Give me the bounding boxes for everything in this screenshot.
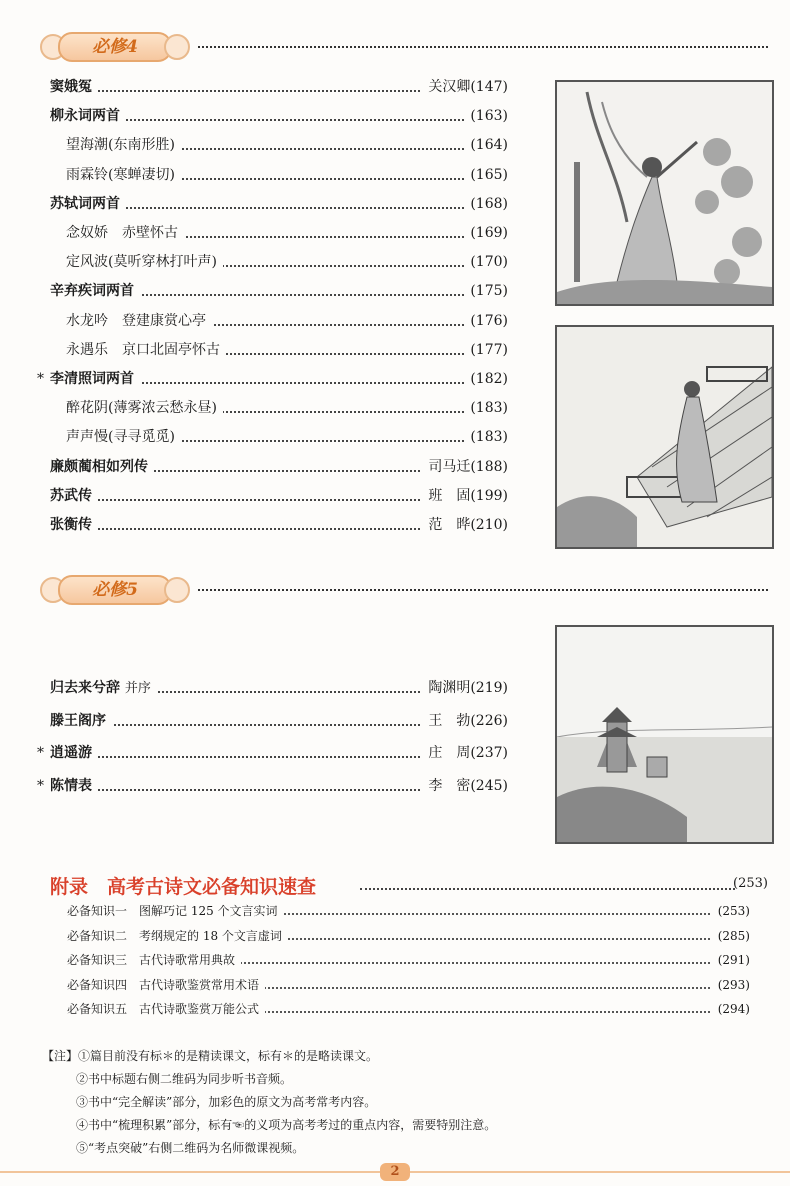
appendix-item[interactable] <box>67 949 750 971</box>
page-ref: (183) <box>470 429 508 446</box>
banner-rule <box>198 589 768 591</box>
toc-entry-meta <box>464 338 508 362</box>
author-name: 范 晔 <box>428 517 471 533</box>
page-ref: (245) <box>470 777 508 794</box>
page-ref: (169) <box>470 225 508 241</box>
page-ref: (183) <box>470 400 508 417</box>
toc-entry-meta <box>422 709 508 733</box>
toc-entry-meta <box>464 367 508 391</box>
toc-entry-meta <box>422 774 508 798</box>
title-text: 逍遥游 <box>50 745 92 761</box>
illustration-woman-kneeling <box>555 80 774 306</box>
toc-entry-title <box>50 774 98 798</box>
page-ref: (168) <box>470 195 508 212</box>
page-ref: (164) <box>470 137 508 154</box>
author-name: 庄 周 <box>428 745 471 761</box>
toc-entry[interactable] <box>66 425 508 449</box>
page-ref: (219) <box>470 680 508 696</box>
banner-rule <box>198 46 768 48</box>
page-ref: (294) <box>712 998 750 1020</box>
illustration-man-on-terrace <box>555 325 774 549</box>
toc-entry[interactable] <box>50 367 508 391</box>
page-ref: (147) <box>470 79 508 95</box>
note-line: 【注】①篇目前没有标＊的是精读课文，标有＊的是略读课文。 <box>42 1049 379 1063</box>
page-ref: (175) <box>470 283 508 300</box>
toc-entry-meta <box>464 425 508 449</box>
note-line: ④书中“梳理积累”部分，标有☜的义项为高考考过的重点内容，需要特别注意。 <box>76 1118 497 1132</box>
toc-entry-title <box>66 396 223 420</box>
toc-entry-title <box>50 513 98 537</box>
note-line: ②书中标题右侧二维码为同步听书音频。 <box>76 1072 293 1086</box>
toc-entry-meta <box>422 676 508 700</box>
appendix-item-label: 必备知识一 图解巧记 125 个文言实词 <box>67 900 284 922</box>
toc-entry-meta <box>464 396 508 420</box>
appendix-item[interactable] <box>67 925 750 947</box>
page-ref: (165) <box>470 166 508 183</box>
title-text: 念奴娇 赤壁怀古 <box>66 225 178 241</box>
toc-entry[interactable] <box>50 279 508 303</box>
author-name: 王 勃 <box>428 712 471 729</box>
page-ref: (170) <box>470 254 508 271</box>
toc-entry-title <box>50 709 112 733</box>
toc-entry-title <box>50 75 98 99</box>
section-banner-5 <box>40 575 190 603</box>
note-line: ⑤“考点突破”右侧二维码为名师微课视频。 <box>76 1141 305 1155</box>
page-ref: (163) <box>470 108 508 125</box>
title-text: 声声慢(寻寻觅觅) <box>66 429 175 446</box>
appendix-item-label: 必备知识三 古代诗歌常用典故 <box>67 949 241 971</box>
page-ref: (177) <box>470 341 508 358</box>
appendix-item-label: 必备知识五 古代诗歌鉴赏万能公式 <box>67 998 265 1020</box>
appendix-item[interactable] <box>67 998 750 1020</box>
toc-entry[interactable] <box>50 774 508 798</box>
appendix-item-label: 必备知识二 考纲规定的 18 个文言虚词 <box>67 925 288 947</box>
author-name: 班 固 <box>428 487 471 504</box>
toc-entry-meta <box>422 741 508 765</box>
title-text: 柳永词两首 <box>50 108 120 125</box>
page-ref: (210) <box>470 517 508 533</box>
toc-entry-meta <box>464 163 508 187</box>
page-ref: (188) <box>470 458 508 475</box>
toc-entry-meta <box>464 221 508 245</box>
title-text: 雨霖铃(寒蝉凄切) <box>66 166 175 183</box>
ornament-icon <box>164 577 190 603</box>
title-text: 定风波(莫听穿林打叶声) <box>66 254 217 271</box>
toc-entry-title <box>50 484 98 508</box>
title-text: 苏轼词两首 <box>50 195 120 212</box>
author-name: 陶渊明 <box>428 680 471 696</box>
page-number: 2 <box>380 1163 410 1181</box>
section-banner-4 <box>40 32 190 60</box>
author-name: 司马迁 <box>428 458 471 475</box>
title-text: 望海潮(东南形胜) <box>66 137 175 154</box>
title-text: 张衡传 <box>50 517 92 533</box>
toc-entry[interactable] <box>50 192 508 216</box>
title-text: 永遇乐 京口北固亭怀古 <box>66 341 220 358</box>
skim-reading-star: * <box>37 745 44 761</box>
toc-entry-title <box>66 163 181 187</box>
toc-entry-title <box>66 221 184 245</box>
toc-entry-title <box>50 367 140 391</box>
author-name: 李 密 <box>428 777 471 794</box>
ornament-icon <box>164 34 190 60</box>
toc-entry-title <box>50 104 126 128</box>
title-text: 醉花阴(薄雾浓云愁永昼) <box>66 400 217 417</box>
toc-entry-title <box>50 455 154 479</box>
toc-entry-meta <box>464 279 508 303</box>
page-ref: (176) <box>470 312 508 329</box>
toc-entry[interactable] <box>66 133 508 157</box>
toc-entry-title <box>66 133 181 157</box>
title-text: 滕王阁序 <box>50 712 106 729</box>
page-ref: (293) <box>712 974 750 996</box>
toc-entry-meta <box>422 455 508 479</box>
section-banner-label: 必修4 <box>58 32 172 62</box>
title-text: 陈情表 <box>50 777 92 794</box>
section-banner-label: 必修5 <box>58 575 172 605</box>
skim-reading-star: * <box>37 371 44 387</box>
title-text: 水龙吟 登建康赏心亭 <box>66 312 206 329</box>
title-text: 窦娥冤 <box>50 79 92 95</box>
toc-entry[interactable] <box>66 250 508 274</box>
toc-entry[interactable] <box>50 104 508 128</box>
toc-entry[interactable] <box>50 741 508 765</box>
toc-entry-title <box>50 279 140 303</box>
page-ref: (291) <box>712 949 750 971</box>
toc-entry-meta <box>464 309 508 333</box>
toc-entry-title <box>50 741 98 765</box>
toc-entry[interactable] <box>50 455 508 479</box>
toc-entry-title <box>50 192 126 216</box>
toc-entry[interactable] <box>50 676 508 700</box>
toc-entry-title <box>66 425 181 449</box>
toc-entry[interactable] <box>50 709 508 733</box>
illustration-pavilion-by-river <box>555 625 774 844</box>
appendix-title: 附录 高考古诗文必备知识速查 <box>50 872 322 899</box>
page-ref: (237) <box>470 745 508 761</box>
title-text: 归去来兮辞 <box>50 680 120 696</box>
skim-reading-star: * <box>37 777 44 794</box>
toc-entry-meta <box>464 250 508 274</box>
toc-entry-title <box>66 250 223 274</box>
toc-entry[interactable] <box>66 309 508 333</box>
note-line: ③书中“完全解读”部分，加彩色的原文为高考常考内容。 <box>76 1095 377 1109</box>
toc-entry[interactable] <box>50 75 508 99</box>
appendix-item[interactable] <box>67 900 750 922</box>
toc-entry-meta <box>464 192 508 216</box>
page-ref: (285) <box>712 925 750 947</box>
title-text: 苏武传 <box>50 487 92 504</box>
toc-entry[interactable] <box>50 513 508 537</box>
page-ref: (253) <box>712 900 750 922</box>
title-suffix: 并序 <box>124 681 151 696</box>
toc-entry-title <box>50 676 157 701</box>
page-ref: (226) <box>470 712 508 729</box>
title-text: 辛弃疾词两首 <box>50 283 134 300</box>
title-text: 廉颇蔺相如列传 <box>50 458 148 475</box>
toc-entry-meta <box>464 133 508 157</box>
appendix-page: (253) <box>733 876 768 891</box>
toc-entry[interactable] <box>50 484 508 508</box>
appendix-dots <box>360 888 735 890</box>
toc-entry-meta <box>422 513 508 537</box>
toc-entry-meta <box>422 484 508 508</box>
toc-entry-meta <box>464 104 508 128</box>
page-ref: (182) <box>470 371 508 387</box>
toc-entry[interactable] <box>66 163 508 187</box>
appendix-item-label: 必备知识四 古代诗歌鉴赏常用术语 <box>67 974 265 996</box>
toc-entry-title <box>66 309 212 333</box>
toc-entry-title <box>66 338 226 362</box>
appendix-item[interactable] <box>67 974 750 996</box>
author-name: 关汉卿 <box>428 79 471 95</box>
page-ref: (199) <box>470 487 508 504</box>
toc-entry-meta <box>422 75 508 99</box>
toc-entry[interactable] <box>66 338 508 362</box>
toc-entry[interactable] <box>66 221 508 245</box>
title-text: 李清照词两首 <box>50 371 134 387</box>
toc-entry[interactable] <box>66 396 508 420</box>
